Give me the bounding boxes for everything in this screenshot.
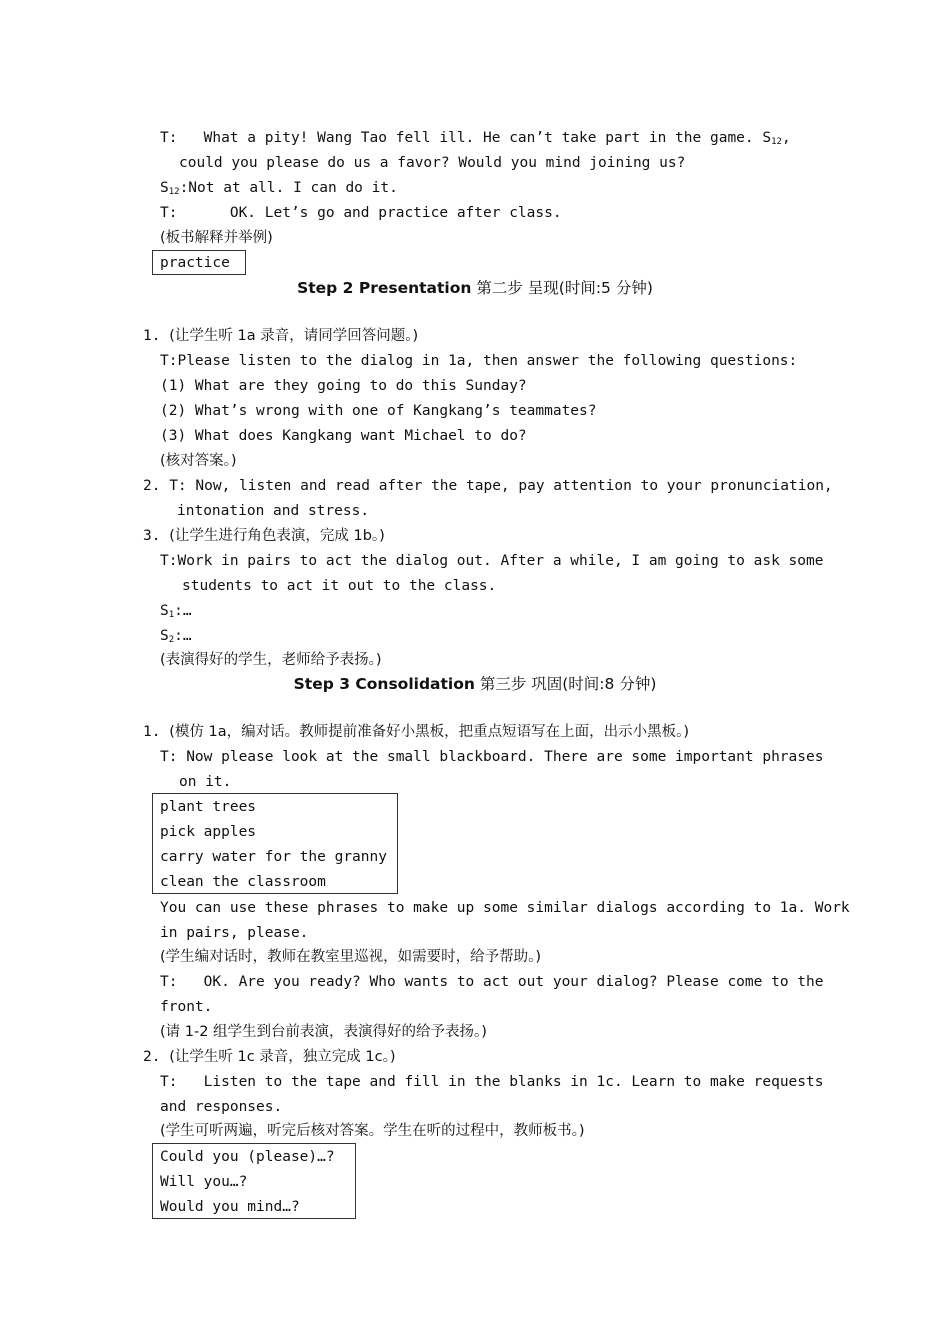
- phrases-box: [152, 793, 398, 894]
- teacher-note: (请 1-2 组学生到台前表演，表演得好的给予表扬。): [160, 1024, 487, 1040]
- teacher-line: You can use these phrases to make up some similar dialogs according to 1a. Work: [160, 900, 850, 916]
- student-line: $S_2:\dots$: [160, 628, 192, 645]
- phrase: clean the classroom: [160, 874, 326, 890]
- list-item-continued: intonation and stress.: [177, 503, 370, 519]
- teacher-line: T:Work in pairs to act the dialog out. After a while, I am going to ask some: [160, 553, 824, 569]
- list-item: 2. (让学生听 1c 录音，独立完成 1c。): [143, 1049, 396, 1065]
- teacher-line-continued: front.: [160, 999, 213, 1015]
- step-heading: Step 3 Consolidation 第三步 巩固(时间:8 分钟): [293, 675, 657, 693]
- list-item: 2. T: Now, listen and read after the tape, pay attention to your pronunciation,: [143, 478, 833, 494]
- teacher-note: (核对答案。): [160, 453, 237, 469]
- phrase: plant trees: [160, 799, 257, 815]
- list-item: 3. (让学生进行角色表演，完成 1b。): [143, 528, 385, 544]
- requests-box: [152, 1143, 356, 1219]
- teacher-note: (表演得好的学生，老师给予表扬。): [160, 652, 382, 668]
- teacher-line: T: OK. Let’s go and practice after class.: [160, 205, 562, 221]
- student-line: $S_1:\dots$: [160, 603, 192, 620]
- teacher-line-continued: could you please do us a favor? Would you mind joining us?: [179, 155, 686, 171]
- request-phrase: Could you (please)…?: [160, 1149, 335, 1165]
- teacher-line-continued: in pairs, please.: [160, 925, 309, 941]
- student-line: $S_{12}:Not$ at all. I can do it.: [160, 180, 398, 197]
- teacher-note: (学生编对话时，教师在教室里巡视，如需要时，给予帮助。): [160, 949, 542, 965]
- teacher-line: T: Listen to the tape and fill in the blanks in 1c. Learn to make requests: [160, 1074, 824, 1090]
- step-heading: Step 2 Presentation 第二步 呈现(时间:5 分钟): [297, 279, 653, 297]
- teacher-line-continued: and responses.: [160, 1099, 283, 1115]
- question: (3) What does Kangkang want Michael to do?: [160, 428, 527, 444]
- question: (2) What’s wrong with one of Kangkang’s teammates?: [160, 403, 597, 419]
- list-item: 1. (让学生听 1a 录音，请同学回答问题。): [143, 328, 419, 344]
- teacher-note: (学生可听两遍，听完后核对答案。学生在听的过程中，教师板书。): [160, 1123, 585, 1139]
- teacher-note: (板书解释并举例): [160, 230, 273, 246]
- question: (1) What are they going to do this Sunday?: [160, 378, 527, 394]
- list-item: 1. (模仿 1a，编对话。教师提前准备好小黑板，把重点短语写在上面，出示小黑板。): [143, 724, 689, 740]
- teacher-line: T: What a pity! Wang Tao fell ill. He can’t take part in the game. $S_{12}$,: [160, 130, 791, 147]
- request-phrase: Will you…?: [160, 1174, 248, 1190]
- request-phrase: Would you mind…?: [160, 1199, 300, 1215]
- phrase: pick apples: [160, 824, 257, 840]
- blackboard-word: practice: [160, 255, 230, 271]
- teacher-line: T:Please listen to the dialog in 1a, then answer the following questions:: [160, 353, 798, 369]
- teacher-line: T: OK. Are you ready? Who wants to act out your dialog? Please come to the: [160, 974, 824, 990]
- blackboard-box: [152, 250, 246, 275]
- teacher-line: T: Now please look at the small blackboard. There are some important phrases: [160, 749, 824, 765]
- teacher-line-continued: students to act it out to the class.: [182, 578, 497, 594]
- phrase: carry water for the granny: [160, 849, 387, 865]
- teacher-line-continued: on it.: [179, 774, 232, 790]
